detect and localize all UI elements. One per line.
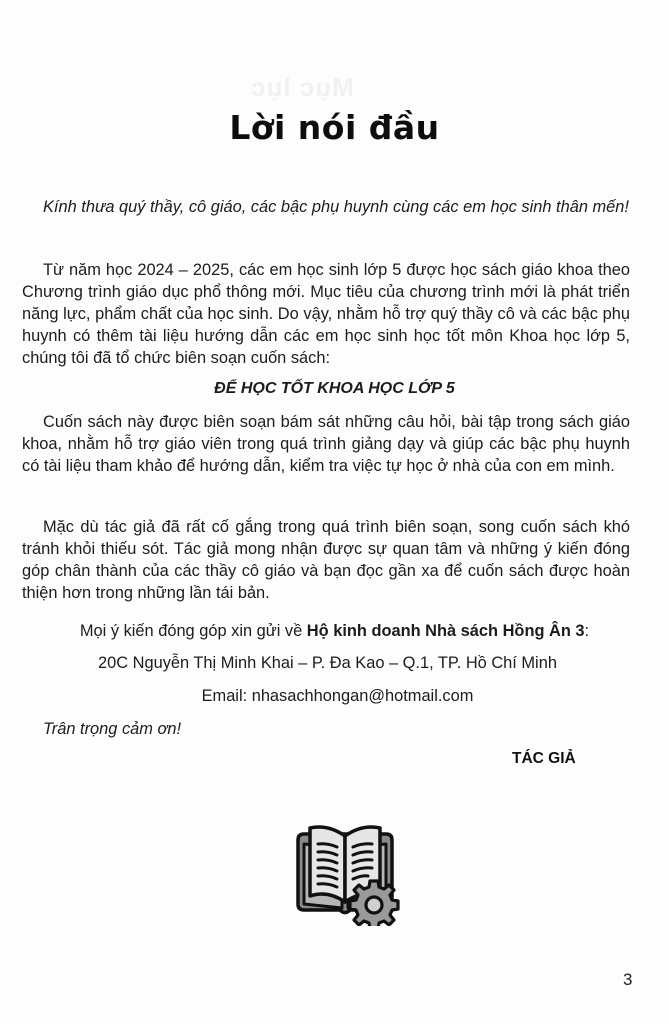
contact-colon: : [584,622,590,640]
intro-paragraph: Từ năm học 2024 – 2025, các em học sinh lớp 5 được học sách giáo khoa theo Chương trình giáo dục phổ thông mới. Mục tiêu của chương trình mới là phát triển năng lực, phẩm chất của học sinh. Do vậy, nhằm hỗ trợ quý thầy cô và các bậc phụ huynh có thêm tài liệu hướng dẫn các em học sinh học tốt môn Khoa học lớp 5, chúng tôi đã tổ chức biên soạn cuốn sách: [22,261,630,367]
apology-paragraph: Mặc dù tác giả đã rất cố gắng trong quá trình biên soạn, song cuốn sách khó tránh khỏi thiếu sót. Tác giả mong nhận được sự quan tâm và những ý kiến đóng góp chân thành của các thầy cô giáo và bạn đọc gần xa để cuốn sách được hoàn thiện hơn trong những lần tái bản. [22,518,630,602]
page-number: 3 [623,970,633,989]
book-title: ĐỂ HỌC TỐT KHOA HỌC LỚP 5 [214,380,455,397]
open-book-with-gear-icon [290,818,400,926]
bleed-through-text: Mục lục [250,72,354,102]
purpose-paragraph: Cuốn sách này được biên soạn bám sát những câu hỏi, bài tập trong sách giáo khoa, nhằm hỗ trợ giáo viên trong quá trình giảng dạy và giúp các bậc phụ huynh có tài liệu tham khảo để hướng dẫn, kiểm tra việc tự học ở nhà của con em mình. [22,413,630,475]
email-line: Email: nhasachhongan@hotmail.com [201,687,474,705]
greeting-paragraph: Kính thưa quý thầy, cô giáo, các bậc phụ huynh cùng các em học sinh thân mến! [43,198,629,216]
contact-line [0,620,669,642]
publisher-name: Hộ kinh doanh Nhà sách Hồng Ân 3 [306,622,585,640]
address-line: 20C Nguyễn Thị Minh Khai – P. Đa Kao – Q.1, TP. Hồ Chí Minh [98,654,557,672]
page-title: Lời nói đầu [229,108,440,147]
signature: TÁC GIẢ [512,750,576,767]
closing-line: Trân trọng cảm ơn! [43,720,182,738]
contact-intro: Mọi ý kiến đóng góp xin gửi về [79,622,307,640]
